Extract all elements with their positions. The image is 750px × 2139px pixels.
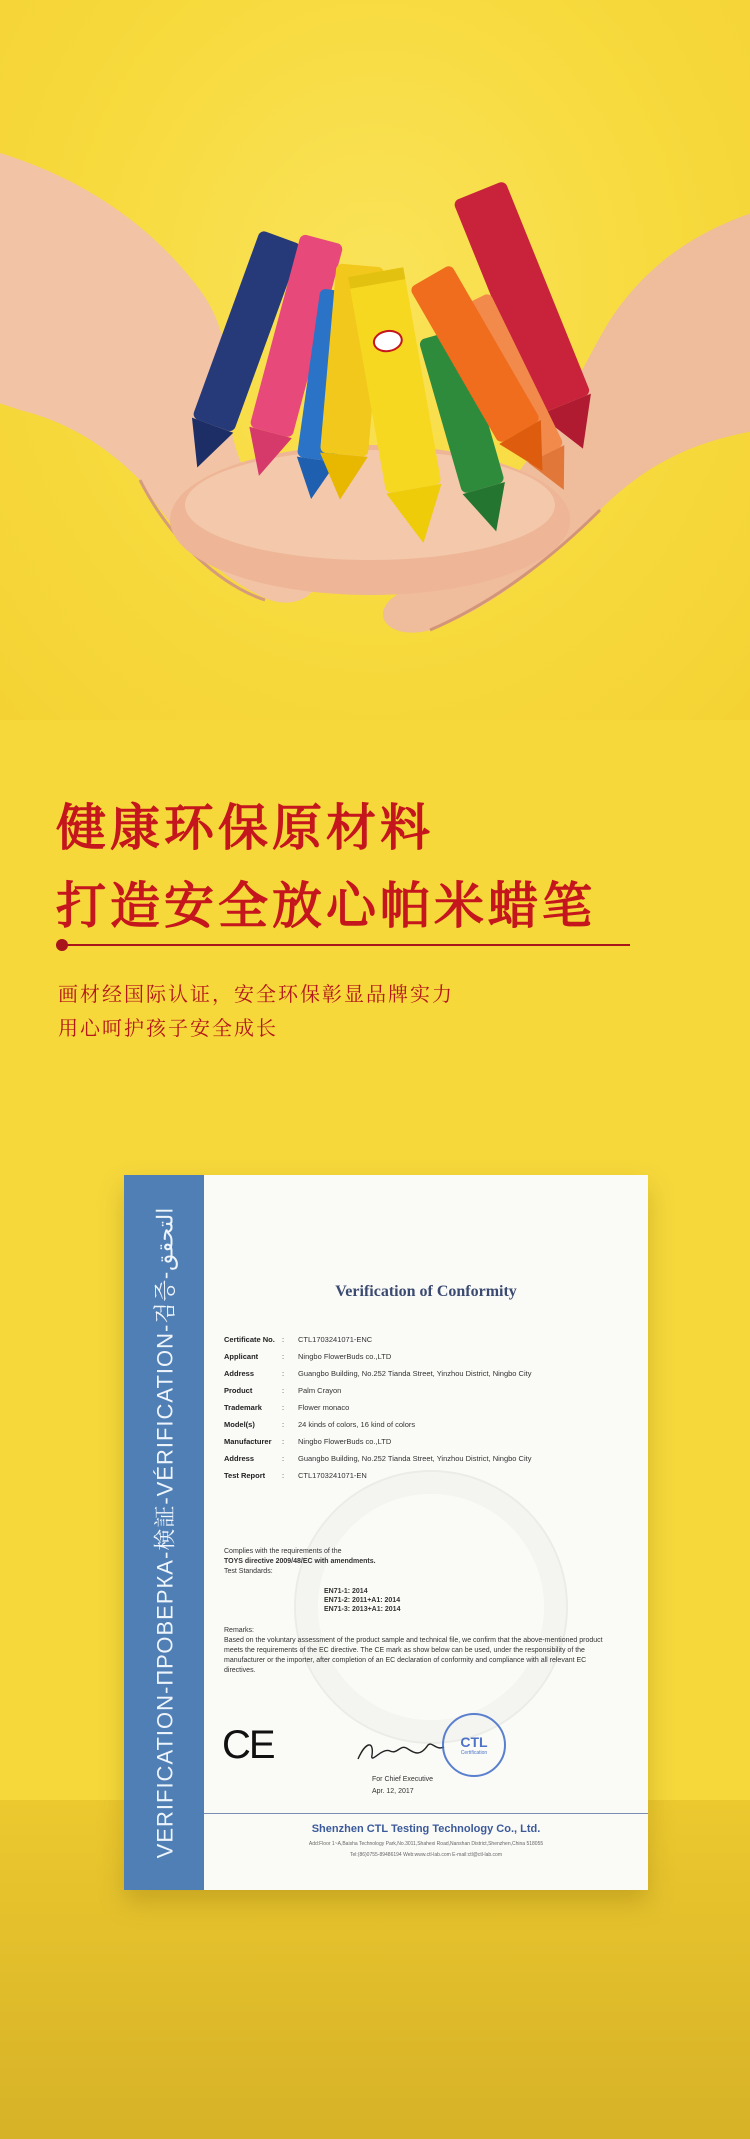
subtext-line-2: 用心呵护孩子安全成长 <box>58 1016 278 1040</box>
comply-line-2: TOYS directive 2009/48/EC with amendments. <box>224 1558 376 1565</box>
field-row: Model(s) : 24 kinds of colors, 16 kind of colors <box>224 1420 624 1430</box>
field-row: Test Report : CTL1703241071-EN <box>224 1471 624 1481</box>
headline-line-2: 打造安全放心帕米蜡笔 <box>56 877 596 935</box>
field-label: Address <box>224 1369 255 1378</box>
field-row: Applicant : Ningbo FlowerBuds co.,LTD <box>224 1352 624 1362</box>
field-value: CTL1703241071-EN <box>298 1471 367 1480</box>
hands-holding-crayons-photo <box>0 0 750 700</box>
divider-line <box>62 944 630 946</box>
standards-list <box>324 1587 604 1614</box>
issuer-company: Shenzhen CTL Testing Technology Co., Ltd. <box>311 1823 541 1835</box>
certification-stamp-icon <box>442 1713 506 1777</box>
signed-for-label: For Chief Executive <box>372 1776 434 1783</box>
field-label: Model(s) <box>224 1420 255 1429</box>
signature-icon <box>356 1737 446 1767</box>
field-label: Product <box>224 1386 253 1395</box>
certificate-title: Verification of Conformity <box>335 1283 517 1300</box>
field-label: Applicant <box>224 1352 259 1361</box>
field-value: Ningbo FlowerBuds co.,LTD <box>298 1437 392 1446</box>
compliance-section <box>224 1547 604 1676</box>
standards-label: Test Standards: <box>224 1568 273 1575</box>
certificate-date: Apr. 12, 2017 <box>372 1788 414 1795</box>
issuer-contact: Tel:(86)0755-89486194 Web:www.ctl-lab.com E-mail:ctl@ctl-lab.com <box>350 1852 502 1858</box>
field-row: Certificate No. : CTL1703241071-ENC <box>224 1335 624 1345</box>
field-row: Manufacturer : Ningbo FlowerBuds co.,LTD <box>224 1437 624 1447</box>
issuer-address: Add:Floor 1~A,Baisha Technology Park,No.3011,Shahexi Road,Nanshan District,Shenzhen,China 518055 <box>308 1841 544 1847</box>
field-row: Trademark : Flower monaco <box>224 1403 624 1413</box>
field-value: Ningbo FlowerBuds co.,LTD <box>298 1352 392 1361</box>
field-row: Address : Guangbo Building, No.252 Tianda Street, Yinzhou District, Ningbo City <box>224 1454 624 1464</box>
footer-divider <box>204 1813 648 1814</box>
field-value: Flower monaco <box>298 1403 350 1412</box>
stamp-subtext: Certification <box>460 1750 488 1756</box>
certificate-fields <box>224 1335 624 1488</box>
field-value: Palm Crayon <box>298 1386 342 1395</box>
standard-item: EN71-1: 2014 <box>324 1588 368 1595</box>
standard-item: EN71-3: 2013+A1: 2014 <box>324 1606 401 1613</box>
subtext-line-1: 画材经国际认证，安全环保彰显品牌实力 <box>58 982 454 1006</box>
certificate-document <box>124 1175 648 1890</box>
side-banner-text: VERIFICATION-ПРОВЕРКА-検証-VÉRIFICATION-검증-التحقق <box>152 1207 178 1859</box>
field-value: Guangbo Building, No.252 Tianda Street, Yinzhou District, Ningbo City <box>298 1454 532 1463</box>
remarks-label: Remarks: <box>224 1627 254 1634</box>
certificate-side-banner <box>124 1175 204 1890</box>
headline-line-1: 健康环保原材料 <box>56 799 434 857</box>
field-value: Guangbo Building, No.252 Tianda Street, Yinzhou District, Ningbo City <box>298 1369 532 1378</box>
remarks-text: Based on the voluntary assessment of the product sample and technical file, we confirm that the above-mentioned product meets the requirements of the EC directive. The CE mark as show below can be used, under the responsibility of the manufacturer or the importer, after completion of an EC declaration of conformity and compliance with all relevant EC directives. <box>224 1637 603 1674</box>
field-label: Address <box>224 1454 255 1463</box>
field-label: Manufacturer <box>224 1437 272 1446</box>
field-row: Product : Palm Crayon <box>224 1386 624 1396</box>
ce-mark-icon: CE <box>222 1723 274 1767</box>
comply-line-1: Complies with the requirements of the <box>224 1548 342 1555</box>
field-label: Certificate No. <box>224 1335 275 1344</box>
stamp-text: CTL <box>460 1734 488 1750</box>
field-value: 24 kinds of colors, 16 kind of colors <box>298 1420 416 1429</box>
field-label: Test Report <box>224 1471 266 1480</box>
standard-item: EN71-2: 2011+A1: 2014 <box>324 1597 401 1604</box>
field-value: CTL1703241071-ENC <box>298 1335 373 1344</box>
field-label: Trademark <box>224 1403 262 1412</box>
field-row: Address : Guangbo Building, No.252 Tianda Street, Yinzhou District, Ningbo City <box>224 1369 624 1379</box>
